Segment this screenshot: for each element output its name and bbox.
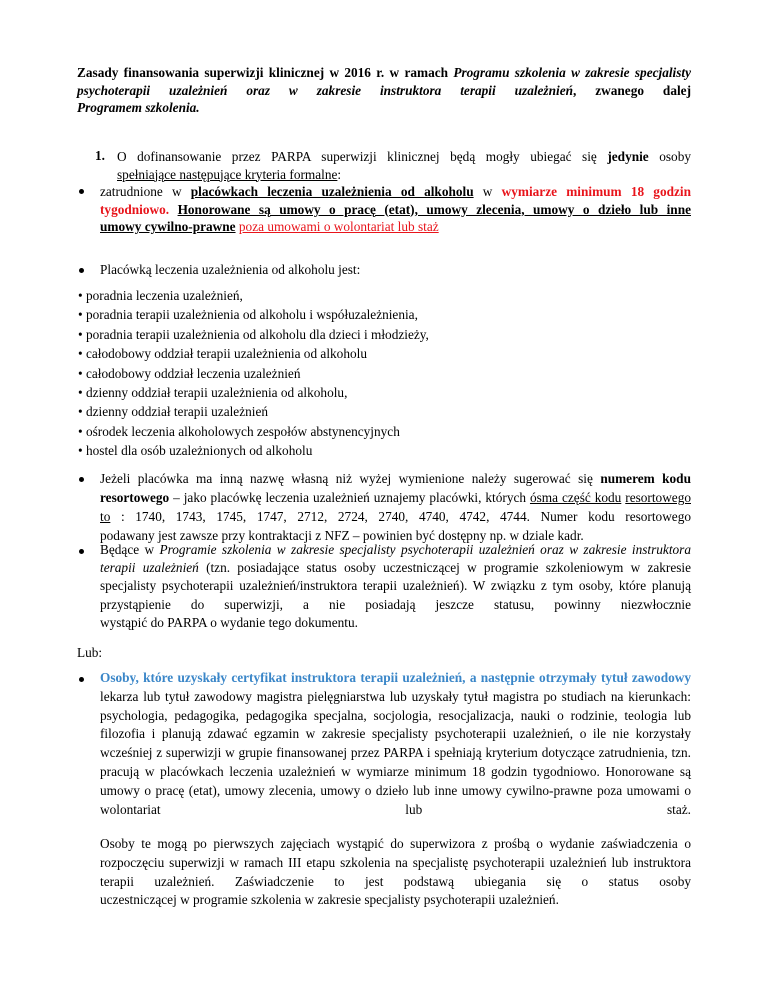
list-item: • ośrodek leczenia alkoholowych zespołów abstynencyjnych	[78, 423, 400, 439]
bullet-2	[79, 268, 84, 273]
volunteer-exclusion: poza umowami o wolontariat lub staż	[238, 219, 439, 234]
facility-type: placówkach leczenia uzależnienia od alkoholu	[190, 184, 474, 199]
title-program-2: specjalisty psychoterapii uzależnień oraz w zakresie instruktora terapii uzależnień	[77, 65, 692, 98]
list-item: • całodobowy oddział leczenia uzależnień	[78, 365, 301, 381]
bullet-dot: •	[78, 307, 86, 323]
bullet-dot: •	[78, 404, 86, 420]
list-item: • poradnia leczenia uzależnień,	[78, 288, 243, 303]
point-1-emphasis: jedynie	[607, 149, 649, 164]
bullet-1-text: zatrudnione w placówkach leczenia uzależnienia od alkoholu w wymiarze minimum 18 godzin tygodniowo. Honorowane są umowy o pracę (etat), umowy zlecenia, umowy o dzieło lub inne umowy cywilno-prawne poza umowami o wolontariat lub staż	[100, 184, 691, 234]
title-text-1: Zasady finansowania superwizji klinicznej w 2016 r. w ramach	[77, 65, 454, 80]
list-item: • hostel dla osób uzależnionych od alkoholu	[78, 443, 313, 459]
document-title	[77, 64, 691, 117]
bullet-4-text: Będące w Programie szkolenia w zakresie specjalisty psychoterapii uzależnień oraz w zakresie instruktora terapii uzależnień (tzn. posiadające status osoby uczestniczącej w programie szkoleniowym w zakresie specjalisty psychoterapii uzależnień/instruktora terapii uzależnień). W związku z tym osoby, które planują przystąpienie do superwizji, a nie posiadają jeszcze statusu, powinny niezwłocznie wystąpić do PARPA o wydanie tego dokumentu.	[100, 542, 692, 630]
list-item: • poradnia terapii uzależnienia od alkoholu dla dzieci i młodzieży,	[78, 326, 429, 342]
or-label: Lub:	[77, 645, 103, 660]
bullet-dot: •	[78, 288, 86, 303]
bullet-5-text: Osoby, które uzyskały certyfikat instruktora terapii uzależnień, a następnie otrzymały tytuł zawodowy lekarza lub tytuł zawodowy magistra pielęgniarstwa lub uzyskały tytuł magistra po studiach na kierunkach: psychologia, pedagogika, pedagogika specjalna, socjologia, resocjalizacja, nauki o rodzinie, teologia lub filozofia i planują zdawać egzamin w zakresie specjalisty psychoterapii uzależnień, o ile nie korzystały wcześniej z superwizji w grupie finansowanej przez PARPA i spełniają kryterium dotyczące zatrudnienia, tzn. pracują w placówkach leczenia uzależnień w wymiarze minimum 18 godzin tygodniowo. Honorowane są umowy o pracę (etat), umowy zlecenia, umowy o dzieło lub inne umowy cywilno-prawne poza umowami o wolontariat lub staż.	[100, 670, 692, 817]
code-list: : 1740, 1743, 1745, 1747, 2712, 2724, 2740, 4740, 4742, 4744. Numer kodu resortowego	[110, 509, 691, 524]
bullet-dot: •	[78, 443, 86, 459]
facility-list	[78, 286, 429, 461]
point-1-number: 1.	[95, 148, 105, 163]
point-1-criteria: spełniające następujące kryteria formalne	[117, 166, 338, 182]
code-number: numerem kodu	[600, 471, 691, 486]
point-1-text: O dofinansowanie przez PARPA superwizji klinicznej będą mogły ubiegać się jedynie osoby spełniające następujące kryteria formalne:	[117, 149, 691, 182]
bullet-3-text: Jeżeli placówka ma inną nazwę własną niż wyżej wymienione należy sugerować się numerem kodu resortowego – jako placówkę leczenia uzależnień uznajemy placówki, których ósma część kodu resortowego to : 1740, 1743, 1745, 1747, 2712, 2724, 2740, 4740, 4742, 4744. Numer kodu resortowego podawany jest zawsze przy kontraktacji z NFZ – powinien być dostępny np. w dziale kadr.	[100, 471, 691, 543]
bullet-4	[79, 549, 84, 554]
bullet-1	[79, 189, 84, 194]
list-item: • całodobowy oddział terapii uzależnienia od alkoholu	[78, 346, 367, 362]
contracts-honored: Honorowane są umowy o pracę (etat), umowy zlecenia, umowy o dzieło lub inne	[177, 201, 691, 217]
bullet-dot: •	[78, 365, 86, 381]
bullet-5	[79, 677, 84, 682]
bullet-dot: •	[78, 346, 86, 362]
list-item: • dzienny oddział terapii uzależnień	[78, 404, 268, 420]
program-name: Programie szkolenia w zakresie specjalisty psychoterapii uzależnień oraz w zakresie	[159, 542, 627, 557]
list-item: • poradnia terapii uzależnienia od alkoholu i współuzależnienia,	[78, 307, 418, 323]
title-program-1: Programu szkolenia w zakresie	[453, 65, 630, 80]
bullet-3	[79, 477, 84, 482]
bullet-dot: •	[78, 385, 86, 401]
facility-intro: Placówką leczenia uzależnienia od alkoholu jest:	[100, 262, 361, 277]
code-part: ósma część kodu	[529, 490, 622, 505]
certified-instructors: Osoby, które uzyskały certyfikat instruktora terapii uzależnień, a następnie otrzymały tytuł	[100, 670, 628, 685]
title-program-3: Programem szkolenia.	[77, 100, 200, 115]
final-paragraph: Osoby te mogą po pierwszych zajęciach wystąpić do superwizora z prośbą o wydanie zaświadczenia o rozpoczęciu superwizji w ramach III etapu szkolenia na specjalistę psychoterapii uzależnień lub instruktora terapii uzależnień. Zaświadczenie to jest podstawą ubiegania się o status osoby uczestniczącej w programie szkolenia w zakresie specjalisty psychoterapii uzależnień.	[100, 836, 691, 908]
min-hours: wymiarze minimum 18 godzin	[501, 184, 691, 199]
title-text-2: , zwanego dalej	[573, 82, 691, 98]
bullet-dot: •	[78, 423, 86, 439]
bullet-dot: •	[78, 326, 86, 342]
list-item: • dzienny oddział terapii uzależnienia od alkoholu,	[78, 385, 348, 401]
